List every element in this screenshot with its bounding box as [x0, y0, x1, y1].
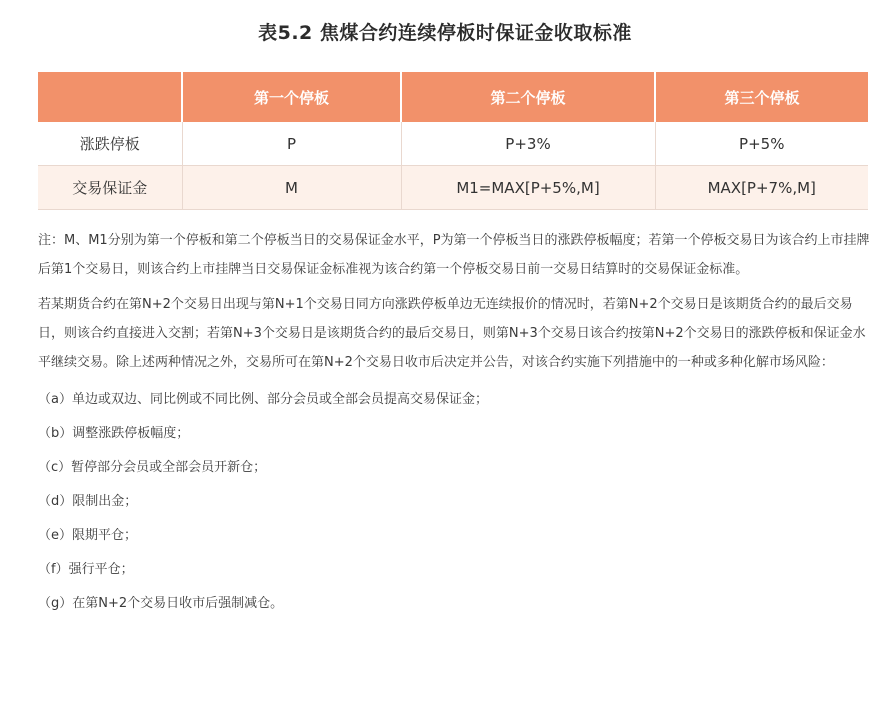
measure-item-a: （a）单边或双边、同比例或不同比例、部分会员或全部会员提高交易保证金；	[38, 392, 488, 407]
note-paragraph-1: 注：M、M1分别为第一个停板和第二个停板当日的交易保证金水平，P为第一个停板当日的涨跌停板幅度；若第一个停板交易日为该合约上市挂牌后第1个交易日，则该合约上市挂牌当日交易保证金标准视为该合约第一个停板交易日前一交易日结算时的交易保证金标准。	[38, 233, 870, 277]
measure-item-e: （e）限期平仓；	[38, 528, 137, 543]
table-cell: MAX[P+7%,M]	[655, 166, 868, 210]
row-label-margin: 交易保证金	[38, 166, 182, 210]
measure-item-d: （d）限制出金；	[38, 494, 138, 509]
notes-section	[38, 226, 870, 621]
table-title: 表5.2 焦煤合约连续停板时保证金收取标准	[258, 22, 632, 44]
table-row	[38, 122, 868, 166]
row-label-price-limit: 涨跌停板	[38, 122, 182, 166]
table-cell: P	[182, 122, 401, 166]
measure-item-g: （g）在第N+2个交易日收市后强制减仓。	[38, 596, 284, 611]
table-cell: P+3%	[401, 122, 655, 166]
margin-standard-table	[38, 72, 868, 210]
header-cell-second-limit: 第二个停板	[401, 72, 655, 122]
table-header-row	[38, 72, 868, 122]
header-cell-third-limit: 第三个停板	[655, 72, 868, 122]
table-cell: P+5%	[655, 122, 868, 166]
measure-item-f: （f）强行平仓；	[38, 562, 134, 577]
measure-item-c: （c）暂停部分会员或全部会员开新仓；	[38, 460, 267, 475]
header-cell-empty	[38, 72, 182, 122]
table-row	[38, 166, 868, 210]
table-cell: M1=MAX[P+5%,M]	[401, 166, 655, 210]
header-cell-first-limit: 第一个停板	[182, 72, 401, 122]
measure-item-b: （b）调整涨跌停板幅度；	[38, 426, 190, 441]
table-cell: M	[182, 166, 401, 210]
note-paragraph-2: 若某期货合约在第N+2个交易日出现与第N+1个交易日同方向涨跌停板单边无连续报价的情况时，若第N+2个交易日是该期货合约的最后交易日，则该合约直接进入交割；若第N+3个交易日是该期货合约的最后交易日，则第N+3个交易日该合约按第N+2个交易日的涨跌停板和保证金水平继续交易。除上述两种情况之外，交易所可在第N+2个交易日收市后决定并公告，对该合约实施下列措施中的一种或多种化解市场风险：	[38, 297, 866, 370]
